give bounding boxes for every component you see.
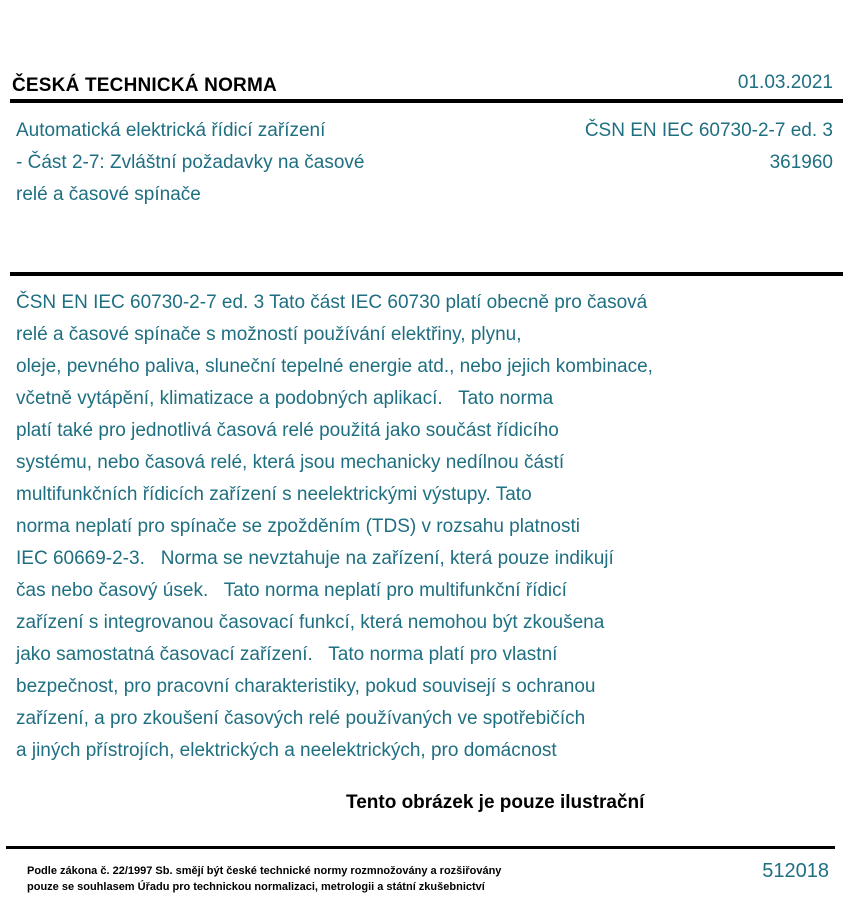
- standard-type-heading: ČESKÁ TECHNICKÁ NORMA: [12, 75, 277, 96]
- footer-divider: [6, 846, 835, 849]
- scope-line: relé a časové spínače s možností používání elektřiny, plynu,: [16, 324, 522, 345]
- scope-line: čas nebo časový úsek. Tato norma neplatí pro multifunkční řídicí: [16, 580, 567, 601]
- document-identifier: [585, 115, 833, 179]
- scope-line: zařízení, a pro zkoušení časových relé používaných ve spotřebičích: [16, 708, 586, 729]
- class-number: 361960: [769, 152, 833, 173]
- illustration-disclaimer: Tento obrázek je pouze ilustrační: [346, 792, 645, 813]
- publication-date: 01.03.2021: [737, 72, 833, 93]
- scope-paragraph: [16, 287, 776, 767]
- scope-line: IEC 60669-2-3. Norma se nevztahuje na zařízení, která pouze indikují: [16, 548, 614, 569]
- document-title-line: relé a časové spínače: [16, 184, 201, 205]
- title-divider: [10, 272, 843, 276]
- scope-line: multifunkčních řídicích zařízení s neelektrickými výstupy. Tato: [16, 484, 532, 505]
- legal-notice: [27, 863, 501, 895]
- header-divider: [10, 99, 843, 103]
- scope-line: oleje, pevného paliva, sluneční tepelné energie atd., nebo jejich kombinace,: [16, 356, 653, 377]
- legal-notice-line: pouze se souhlasem Úřadu pro technickou normalizaci, metrologii a státní zkušebnictví: [27, 881, 485, 893]
- scope-line: a jiných přístrojích, elektrických a neelektrických, pro domácnost: [16, 740, 557, 761]
- document-title: [16, 115, 436, 211]
- document-title-line: Automatická elektrická řídicí zařízení: [16, 120, 326, 141]
- scope-line: včetně vytápění, klimatizace a podobných aplikací. Tato norma: [16, 388, 554, 409]
- standard-code: ČSN EN IEC 60730-2-7 ed. 3: [584, 120, 833, 141]
- scope-line: zařízení s integrovanou časovací funkcí, která nemohou být zkoušena: [16, 612, 605, 633]
- scope-line: norma neplatí pro spínače se zpožděním (TDS) v rozsahu platnosti: [16, 516, 580, 537]
- scope-line: bezpečnost, pro pracovní charakteristiky, pokud souvisejí s ochranou: [16, 676, 596, 697]
- legal-notice-line: Podle zákona č. 22/1997 Sb. smějí být české technické normy rozmnožovány a rozšiřovány: [27, 865, 502, 877]
- document-title-line: - Část 2-7: Zvláštní požadavky na časové: [16, 152, 365, 173]
- scope-line: ČSN EN IEC 60730-2-7 ed. 3 Tato část IEC 60730 platí obecně pro časová: [16, 292, 648, 313]
- scope-line: jako samostatná časovací zařízení. Tato norma platí pro vlastní: [16, 644, 558, 665]
- catalog-number: 512018: [762, 860, 829, 882]
- scope-line: systému, nebo časová relé, která jsou mechanicky nedílnou částí: [16, 452, 565, 473]
- scope-line: platí také pro jednotlivá časová relé použitá jako součást řídicího: [16, 420, 559, 441]
